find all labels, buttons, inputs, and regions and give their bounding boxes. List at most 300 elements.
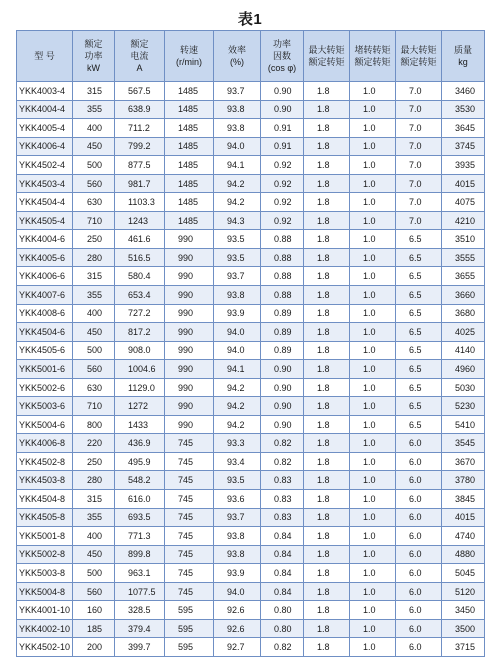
rated-power-cell: 560 [73, 582, 115, 601]
efficiency-cell: 94.1 [214, 360, 261, 379]
model-cell: YKK4505-4 [17, 211, 73, 230]
efficiency-cell: 93.9 [214, 304, 261, 323]
rated-power-cell: 160 [73, 601, 115, 620]
mass-cell: 3460 [442, 82, 485, 101]
rated-power-cell: 500 [73, 156, 115, 175]
mass-cell: 3530 [442, 100, 485, 119]
rated-power-cell: 315 [73, 82, 115, 101]
locked-torque-ratio-cell: 1.0 [350, 341, 396, 360]
max-torque-ratio-cell: 1.8 [304, 137, 350, 156]
table-row [17, 211, 485, 230]
header-line: 转速 [179, 45, 198, 55]
locked-torque-ratio-cell: 1.0 [350, 304, 396, 323]
max-torque-ratio-cell: 1.8 [304, 582, 350, 601]
efficiency-cell: 93.7 [214, 82, 261, 101]
power-factor-cell: 0.88 [261, 230, 304, 249]
mass-cell: 3655 [442, 267, 485, 286]
max-torque-ratio-cell: 1.8 [304, 434, 350, 453]
power-factor-cell: 0.92 [261, 174, 304, 193]
model-cell: YKK4001-10 [17, 601, 73, 620]
speed-cell: 745 [165, 527, 214, 546]
rated-power-cell: 355 [73, 100, 115, 119]
power-factor-cell: 0.92 [261, 156, 304, 175]
locked-torque-ratio-cell: 1.0 [350, 193, 396, 212]
rated-current-cell: 711.2 [115, 119, 165, 138]
model-cell: YKK5002-8 [17, 545, 73, 564]
max-torque-ratio-2-cell: 6.5 [396, 304, 442, 323]
max-torque-ratio-2-header [396, 31, 442, 82]
efficiency-cell: 93.9 [214, 564, 261, 583]
rated-power-cell: 400 [73, 304, 115, 323]
mass-cell: 3680 [442, 304, 485, 323]
mass-header [442, 31, 485, 82]
efficiency-cell: 92.6 [214, 619, 261, 638]
rated-current-cell: 799.2 [115, 137, 165, 156]
power-factor-cell: 0.92 [261, 211, 304, 230]
power-factor-cell: 0.90 [261, 415, 304, 434]
power-factor-cell: 0.90 [261, 82, 304, 101]
power-factor-cell: 0.83 [261, 508, 304, 527]
speed-cell: 990 [165, 230, 214, 249]
locked-torque-ratio-cell: 1.0 [350, 82, 396, 101]
max-torque-ratio-2-cell: 6.0 [396, 508, 442, 527]
header-line: 型 号 [34, 51, 55, 61]
max-torque-ratio-2-cell: 6.0 [396, 434, 442, 453]
speed-cell: 745 [165, 452, 214, 471]
max-torque-ratio-2-cell: 6.5 [396, 323, 442, 342]
model-cell: YKK4503-4 [17, 174, 73, 193]
speed-cell: 990 [165, 323, 214, 342]
locked-torque-ratio-cell: 1.0 [350, 582, 396, 601]
table-row [17, 638, 485, 657]
power-factor-cell: 0.84 [261, 545, 304, 564]
mass-cell: 4075 [442, 193, 485, 212]
rated-power-cell: 450 [73, 137, 115, 156]
model-cell: YKK4502-8 [17, 452, 73, 471]
table-row [17, 193, 485, 212]
table-row [17, 378, 485, 397]
model-cell: YKK4006-6 [17, 267, 73, 286]
max-torque-ratio-cell: 1.8 [304, 601, 350, 620]
mass-cell: 3715 [442, 638, 485, 657]
model-cell: YKK5003-8 [17, 564, 73, 583]
max-torque-ratio-cell: 1.8 [304, 286, 350, 305]
rated-power-cell: 315 [73, 267, 115, 286]
model-cell: YKK5001-8 [17, 527, 73, 546]
max-torque-ratio-2-cell: 7.0 [396, 156, 442, 175]
mass-cell: 3545 [442, 434, 485, 453]
max-torque-ratio-cell: 1.8 [304, 248, 350, 267]
rated-power-cell: 400 [73, 527, 115, 546]
speed-cell: 745 [165, 508, 214, 527]
power-factor-cell: 0.84 [261, 582, 304, 601]
locked-torque-ratio-cell: 1.0 [350, 452, 396, 471]
max-torque-ratio-cell: 1.8 [304, 527, 350, 546]
power-factor-cell: 0.82 [261, 434, 304, 453]
header-line: 额定转矩 [354, 57, 391, 67]
max-torque-ratio-cell: 1.8 [304, 452, 350, 471]
efficiency-cell: 94.0 [214, 137, 261, 156]
table-row [17, 174, 485, 193]
model-cell: YKK4007-6 [17, 286, 73, 305]
efficiency-cell: 94.0 [214, 341, 261, 360]
max-torque-ratio-2-cell: 7.0 [396, 119, 442, 138]
efficiency-cell: 93.6 [214, 490, 261, 509]
speed-cell: 745 [165, 564, 214, 583]
mass-cell: 3780 [442, 471, 485, 490]
rated-current-cell: 653.4 [115, 286, 165, 305]
model-cell: YKK4502-10 [17, 638, 73, 657]
speed-cell: 990 [165, 415, 214, 434]
power-factor-cell: 0.89 [261, 304, 304, 323]
rated-current-cell: 908.0 [115, 341, 165, 360]
rated-power-cell: 315 [73, 490, 115, 509]
rated-current-cell: 817.2 [115, 323, 165, 342]
locked-torque-ratio-cell: 1.0 [350, 527, 396, 546]
rated-power-cell: 200 [73, 638, 115, 657]
max-torque-ratio-cell: 1.8 [304, 508, 350, 527]
speed-cell: 595 [165, 619, 214, 638]
mass-cell: 4880 [442, 545, 485, 564]
rated-current-cell: 693.5 [115, 508, 165, 527]
speed-cell: 745 [165, 434, 214, 453]
rated-current-cell: 567.5 [115, 82, 165, 101]
max-torque-ratio-2-cell: 6.0 [396, 471, 442, 490]
table-row [17, 434, 485, 453]
max-torque-ratio-2-cell: 7.0 [396, 82, 442, 101]
model-cell: YKK5003-6 [17, 397, 73, 416]
locked-torque-ratio-cell: 1.0 [350, 397, 396, 416]
power-factor-cell: 0.80 [261, 601, 304, 620]
efficiency-cell: 92.7 [214, 638, 261, 657]
power-factor-cell: 0.88 [261, 267, 304, 286]
efficiency-cell: 93.3 [214, 434, 261, 453]
locked-torque-ratio-cell: 1.0 [350, 471, 396, 490]
mass-cell: 4740 [442, 527, 485, 546]
model-cell: YKK4502-4 [17, 156, 73, 175]
locked-torque-ratio-cell: 1.0 [350, 211, 396, 230]
header-line: 功率 [272, 39, 291, 49]
speed-cell: 745 [165, 490, 214, 509]
efficiency-cell: 93.4 [214, 452, 261, 471]
mass-cell: 4015 [442, 174, 485, 193]
speed-cell: 1485 [165, 156, 214, 175]
mass-cell: 4015 [442, 508, 485, 527]
max-torque-ratio-2-cell: 6.5 [396, 360, 442, 379]
speed-header [165, 31, 214, 82]
rated-power-cell: 355 [73, 286, 115, 305]
rated-current-cell: 436.9 [115, 434, 165, 453]
model-cell: YKK5002-6 [17, 378, 73, 397]
locked-torque-ratio-cell: 1.0 [350, 137, 396, 156]
speed-cell: 1485 [165, 100, 214, 119]
rated-power-cell: 280 [73, 248, 115, 267]
rated-current-cell: 981.7 [115, 174, 165, 193]
max-torque-ratio-2-cell: 6.0 [396, 638, 442, 657]
table-row [17, 527, 485, 546]
speed-cell: 745 [165, 582, 214, 601]
locked-torque-ratio-cell: 1.0 [350, 119, 396, 138]
locked-torque-ratio-cell: 1.0 [350, 323, 396, 342]
speed-cell: 1485 [165, 82, 214, 101]
locked-torque-ratio-cell: 1.0 [350, 156, 396, 175]
rated-power-cell: 250 [73, 452, 115, 471]
max-torque-ratio-2-cell: 6.0 [396, 582, 442, 601]
table-row [17, 582, 485, 601]
header-line: A [136, 63, 143, 73]
model-header [17, 31, 73, 82]
model-cell: YKK4504-6 [17, 323, 73, 342]
mass-cell: 5120 [442, 582, 485, 601]
locked-torque-ratio-cell: 1.0 [350, 100, 396, 119]
table-row [17, 137, 485, 156]
max-torque-ratio-cell: 1.8 [304, 341, 350, 360]
mass-cell: 3555 [442, 248, 485, 267]
table-row [17, 564, 485, 583]
max-torque-ratio-cell: 1.8 [304, 360, 350, 379]
efficiency-cell: 93.5 [214, 230, 261, 249]
speed-cell: 990 [165, 397, 214, 416]
rated-power-cell: 500 [73, 564, 115, 583]
max-torque-ratio-2-cell: 6.5 [396, 397, 442, 416]
max-torque-ratio-cell: 1.8 [304, 490, 350, 509]
efficiency-cell: 93.8 [214, 545, 261, 564]
table-row [17, 415, 485, 434]
efficiency-cell: 94.2 [214, 378, 261, 397]
mass-cell: 3450 [442, 601, 485, 620]
power-factor-cell: 0.80 [261, 619, 304, 638]
max-torque-ratio-cell: 1.8 [304, 100, 350, 119]
mass-cell: 3935 [442, 156, 485, 175]
efficiency-cell: 93.8 [214, 286, 261, 305]
locked-torque-ratio-cell: 1.0 [350, 601, 396, 620]
max-torque-ratio-2-cell: 7.0 [396, 193, 442, 212]
header-line: 功率 [84, 51, 103, 61]
max-torque-ratio-2-cell: 6.0 [396, 564, 442, 583]
max-torque-ratio-cell: 1.8 [304, 397, 350, 416]
max-torque-ratio-cell: 1.8 [304, 378, 350, 397]
rated-power-cell: 185 [73, 619, 115, 638]
rated-power-cell: 500 [73, 341, 115, 360]
power-factor-cell: 0.91 [261, 119, 304, 138]
mass-cell: 3660 [442, 286, 485, 305]
header-line: 质量 [453, 45, 472, 55]
locked-torque-ratio-cell: 1.0 [350, 267, 396, 286]
efficiency-cell: 94.0 [214, 323, 261, 342]
max-torque-ratio-2-cell: 6.0 [396, 490, 442, 509]
power-factor-cell: 0.83 [261, 471, 304, 490]
efficiency-cell: 93.8 [214, 527, 261, 546]
table-body [17, 82, 485, 657]
efficiency-cell: 93.5 [214, 248, 261, 267]
max-torque-ratio-cell: 1.8 [304, 304, 350, 323]
rated-current-cell: 963.1 [115, 564, 165, 583]
power-factor-cell: 0.89 [261, 341, 304, 360]
header-line: kg [458, 57, 468, 67]
rated-current-cell: 877.5 [115, 156, 165, 175]
power-factor-header [261, 31, 304, 82]
speed-cell: 990 [165, 304, 214, 323]
rated-power-cell: 250 [73, 230, 115, 249]
max-torque-ratio-cell: 1.8 [304, 545, 350, 564]
max-torque-ratio-cell: 1.8 [304, 415, 350, 434]
efficiency-cell: 94.3 [214, 211, 261, 230]
table-row [17, 545, 485, 564]
model-cell: YKK4003-4 [17, 82, 73, 101]
mass-cell: 4210 [442, 211, 485, 230]
motor-spec-table [16, 30, 485, 657]
max-torque-ratio-cell: 1.8 [304, 119, 350, 138]
header-line: 电流 [130, 51, 149, 61]
rated-current-cell: 548.2 [115, 471, 165, 490]
speed-cell: 1485 [165, 137, 214, 156]
speed-cell: 990 [165, 267, 214, 286]
table-row [17, 341, 485, 360]
max-torque-ratio-2-cell: 7.0 [396, 100, 442, 119]
model-cell: YKK5001-6 [17, 360, 73, 379]
rated-current-cell: 727.2 [115, 304, 165, 323]
header-line: (%) [230, 57, 244, 67]
max-torque-ratio-2-cell: 6.0 [396, 619, 442, 638]
power-factor-cell: 0.82 [261, 452, 304, 471]
max-torque-ratio-cell: 1.8 [304, 471, 350, 490]
speed-cell: 595 [165, 638, 214, 657]
model-cell: YKK4008-6 [17, 304, 73, 323]
max-torque-ratio-cell: 1.8 [304, 564, 350, 583]
locked-torque-ratio-cell: 1.0 [350, 490, 396, 509]
speed-cell: 990 [165, 248, 214, 267]
mass-cell: 3500 [442, 619, 485, 638]
max-torque-ratio-cell: 1.8 [304, 230, 350, 249]
mass-cell: 5410 [442, 415, 485, 434]
speed-cell: 1485 [165, 119, 214, 138]
mass-cell: 3745 [442, 137, 485, 156]
locked-torque-ratio-cell: 1.0 [350, 619, 396, 638]
mass-cell: 4025 [442, 323, 485, 342]
efficiency-cell: 93.5 [214, 471, 261, 490]
locked-torque-ratio-cell: 1.0 [350, 545, 396, 564]
max-torque-ratio-2-cell: 6.5 [396, 286, 442, 305]
speed-cell: 1485 [165, 211, 214, 230]
locked-torque-ratio-cell: 1.0 [350, 564, 396, 583]
locked-torque-ratio-cell: 1.0 [350, 638, 396, 657]
rated-current-cell: 1077.5 [115, 582, 165, 601]
mass-cell: 3845 [442, 490, 485, 509]
rated-current-cell: 399.7 [115, 638, 165, 657]
rated-current-cell: 461.6 [115, 230, 165, 249]
model-cell: YKK4004-4 [17, 100, 73, 119]
model-cell: YKK5004-8 [17, 582, 73, 601]
locked-torque-ratio-cell: 1.0 [350, 360, 396, 379]
rated-power-header [73, 31, 115, 82]
rated-current-cell: 516.5 [115, 248, 165, 267]
max-torque-ratio-2-cell: 7.0 [396, 211, 442, 230]
header-line: 最大转矩 [400, 45, 437, 55]
speed-cell: 595 [165, 601, 214, 620]
efficiency-cell: 94.2 [214, 415, 261, 434]
power-factor-cell: 0.83 [261, 490, 304, 509]
header-line: 额定 [84, 39, 103, 49]
table-row [17, 490, 485, 509]
max-torque-ratio-2-cell: 6.5 [396, 230, 442, 249]
efficiency-cell: 94.0 [214, 582, 261, 601]
table-row [17, 230, 485, 249]
table-title: 表1 [237, 11, 263, 28]
locked-torque-ratio-cell: 1.0 [350, 508, 396, 527]
rated-current-cell: 1129.0 [115, 378, 165, 397]
rated-current-cell: 1272 [115, 397, 165, 416]
header-row [17, 31, 485, 82]
locked-torque-ratio-header [350, 31, 396, 82]
rated-power-cell: 630 [73, 378, 115, 397]
rated-current-cell: 328.5 [115, 601, 165, 620]
header-line: 额定转矩 [308, 57, 345, 67]
header-line: kW [87, 63, 100, 73]
speed-cell: 1485 [165, 193, 214, 212]
efficiency-cell: 93.7 [214, 267, 261, 286]
max-torque-ratio-2-cell: 6.5 [396, 248, 442, 267]
locked-torque-ratio-cell: 1.0 [350, 174, 396, 193]
power-factor-cell: 0.92 [261, 193, 304, 212]
locked-torque-ratio-cell: 1.0 [350, 415, 396, 434]
rated-power-cell: 560 [73, 174, 115, 193]
locked-torque-ratio-cell: 1.0 [350, 434, 396, 453]
speed-cell: 990 [165, 286, 214, 305]
efficiency-header [214, 31, 261, 82]
table-row [17, 82, 485, 101]
locked-torque-ratio-cell: 1.0 [350, 230, 396, 249]
power-factor-cell: 0.84 [261, 564, 304, 583]
rated-power-cell: 800 [73, 415, 115, 434]
efficiency-cell: 93.7 [214, 508, 261, 527]
mass-cell: 3670 [442, 452, 485, 471]
max-torque-ratio-2-cell: 6.5 [396, 267, 442, 286]
rated-power-cell: 355 [73, 508, 115, 527]
max-torque-ratio-cell: 1.8 [304, 174, 350, 193]
rated-current-cell: 1243 [115, 211, 165, 230]
model-cell: YKK4504-8 [17, 490, 73, 509]
efficiency-cell: 93.8 [214, 119, 261, 138]
max-torque-ratio-2-cell: 6.5 [396, 378, 442, 397]
table-row [17, 619, 485, 638]
model-cell: YKK4004-6 [17, 230, 73, 249]
table-row [17, 100, 485, 119]
rated-current-cell: 1004.6 [115, 360, 165, 379]
header-line: 额定转矩 [400, 57, 437, 67]
table-row [17, 452, 485, 471]
mass-cell: 3645 [442, 119, 485, 138]
mass-cell: 5230 [442, 397, 485, 416]
model-cell: YKK4504-4 [17, 193, 73, 212]
efficiency-cell: 94.2 [214, 397, 261, 416]
max-torque-ratio-2-cell: 6.0 [396, 601, 442, 620]
max-torque-ratio-cell: 1.8 [304, 82, 350, 101]
power-factor-cell: 0.84 [261, 527, 304, 546]
speed-cell: 745 [165, 471, 214, 490]
table-row [17, 119, 485, 138]
table-row [17, 323, 485, 342]
max-torque-ratio-header [304, 31, 350, 82]
max-torque-ratio-2-cell: 6.0 [396, 545, 442, 564]
power-factor-cell: 0.88 [261, 286, 304, 305]
rated-current-cell: 1433 [115, 415, 165, 434]
locked-torque-ratio-cell: 1.0 [350, 248, 396, 267]
power-factor-cell: 0.90 [261, 378, 304, 397]
rated-current-cell: 379.4 [115, 619, 165, 638]
max-torque-ratio-2-cell: 7.0 [396, 174, 442, 193]
power-factor-cell: 0.82 [261, 638, 304, 657]
max-torque-ratio-cell: 1.8 [304, 323, 350, 342]
